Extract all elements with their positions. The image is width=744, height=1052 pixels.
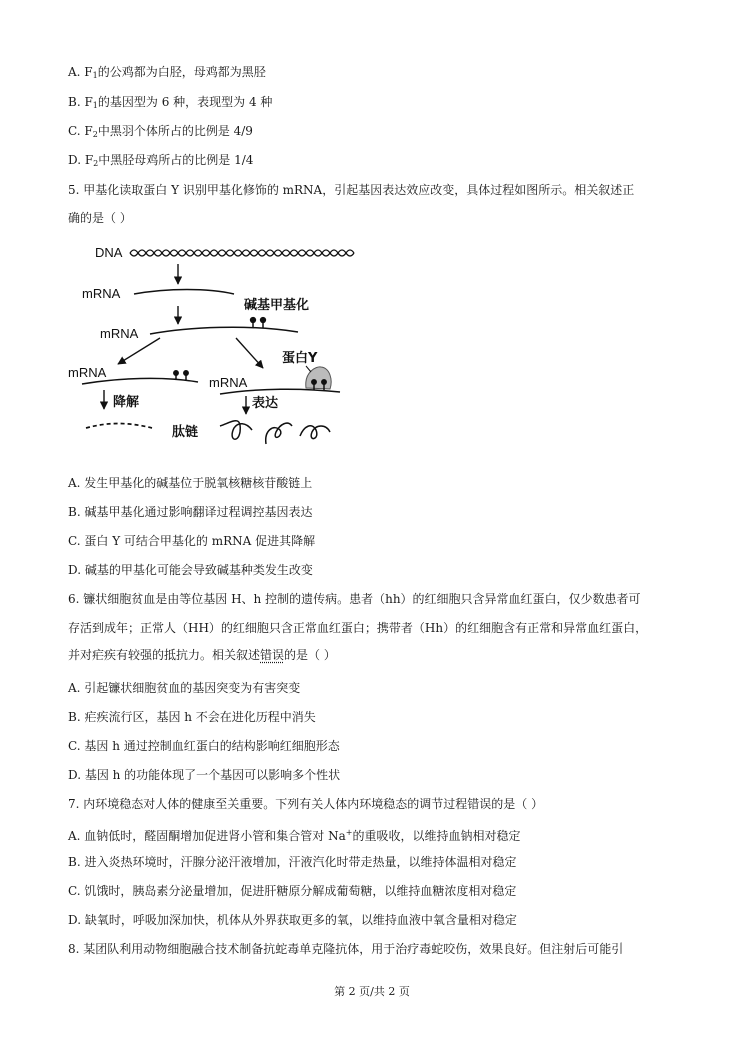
q6-stem-line3: 并对疟疾有较强的抵抗力。相关叙述错误的是（ ）: [68, 648, 336, 662]
q5-option-b: B. 碱基甲基化通过影响翻译过程调控基因表达: [68, 505, 313, 519]
q4-option-b: B. $F_1$的基因型为 6 种，表现型为 4 种: [68, 95, 273, 110]
express-label: 表达: [252, 396, 279, 411]
q5-option-a: A. 发生甲基化的碱基位于脱氧核糖核苷酸链上: [68, 476, 313, 490]
methylation-diagram: [68, 236, 358, 448]
q6-option-c: C. 基因 h 通过控制血红蛋白的结构影响红细胞形态: [68, 739, 340, 753]
degraded-fragments: [86, 424, 152, 429]
methylation-label: 碱基甲基化: [244, 298, 310, 313]
q6-stem-line2: 存活到成年；正常人（HH）的红细胞只含正常血红蛋白；携带者（Hh）的红细胞含有正常和异常血红蛋白，: [68, 621, 648, 635]
mrna-label-left: mRNA: [68, 365, 107, 380]
mrna-label-2: mRNA: [100, 326, 139, 341]
q7-option-b: B. 进入炎热环境时，汗腺分泌汗液增加，汗液汽化时带走热量，以维持体温相对稳定: [68, 855, 517, 869]
q8-stem-line1: 8. 某团队利用动物细胞融合技术制备抗蛇毒单克隆抗体，用于治疗毒蛇咬伤，效果良好。但注射后可能引: [68, 942, 624, 956]
q6-option-b: B. 疟疾流行区，基因 h 不会在进化历程中消失: [68, 710, 316, 724]
q7-stem: 7. 内环境稳态对人体的健康至关重要。下列有关人体内环境稳态的调节过程错误的是（ ）: [68, 797, 544, 811]
q4-option-a: A. $F_1$的公鸡都为白胫，母鸡都为黑胫: [68, 65, 266, 80]
q4-option-d: D. $F_2$中黑胫母鸡所占的比例是 1/4: [68, 153, 254, 168]
q7-option-d: D. 缺氧时，呼吸加深加快，机体从外界获取更多的氧，以维持血液中氧含量相对稳定: [68, 913, 517, 927]
mrna-strand-2: [150, 327, 298, 334]
q5-option-d: D. 碱基的甲基化可能会导致碱基种类发生改变: [68, 563, 313, 577]
q6-stem-line1: 6. 镰状细胞贫血是由等位基因 H、h 控制的遗传病。患者（hh）的红细胞只含异常血红蛋白，仅少数患者可: [68, 592, 641, 606]
mrna-label-right: mRNA: [209, 375, 248, 390]
q7-option-a: A. 血钠低时，醛固酮增加促进肾小管和集合管对 Na+的重吸收，以维持血钠相对稳定: [68, 828, 521, 843]
q5-stem-line2: 确的是（ ）: [68, 211, 132, 225]
mrna-label-1: mRNA: [82, 286, 121, 301]
peptide-label: 肽链: [172, 425, 199, 440]
page-footer: 第 2 页/共 2 页: [334, 985, 410, 998]
q6-option-a: A. 引起镰状细胞贫血的基因突变为有害突变: [68, 681, 301, 695]
dna-label: DNA: [95, 245, 123, 260]
degrade-label: 降解: [113, 395, 140, 410]
methyl-group-marks: [251, 318, 266, 328]
q4-option-c: C. $F_2$中黑羽个体所占的比例是 4/9: [68, 124, 253, 139]
dna-helix: [130, 250, 354, 256]
q6-option-d: D. 基因 h 的功能体现了一个基因可以影响多个性状: [68, 768, 341, 782]
q5-option-c: C. 蛋白 Y 可结合甲基化的 mRNA 促进其降解: [68, 534, 316, 548]
protein-y-label: 蛋白Y: [282, 351, 318, 366]
peptide-chains: [220, 421, 330, 444]
q7-option-c: C. 饥饿时，胰岛素分泌量增加，促进肝糖原分解成葡萄糖，以维持血糖浓度相对稳定: [68, 884, 517, 898]
mrna-strand-1: [134, 290, 234, 295]
q5-stem-line1: 5. 甲基化读取蛋白 Y 识别甲基化修饰的 mRNA，引起基因表达效应改变，具体过程如图所示。相关叙述正: [68, 183, 635, 197]
